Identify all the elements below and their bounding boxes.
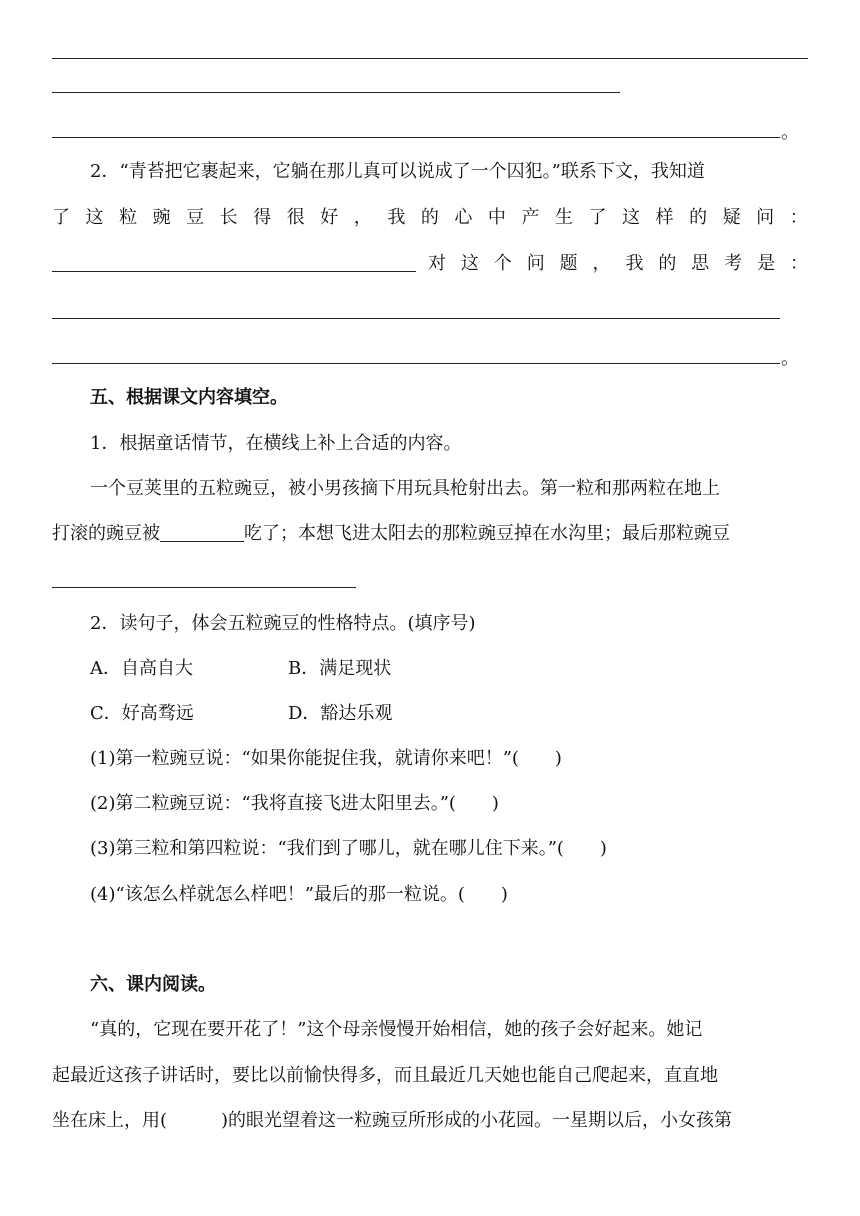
answer-line[interactable]: [52, 137, 780, 138]
sentence-item-4: (4)“该怎么样就怎么样吧！”最后的那一粒说。( ): [90, 884, 508, 905]
answer-blank[interactable]: [52, 587, 356, 588]
text-char: ：: [789, 253, 808, 274]
text-char: 个: [493, 253, 512, 274]
end-mark: 。: [781, 348, 799, 369]
text-char: 问: [756, 207, 775, 228]
text-char: 很: [286, 207, 305, 228]
text-char: 中: [487, 207, 506, 228]
text-char: 心: [454, 207, 473, 228]
text-char: ，: [592, 253, 611, 274]
text-char: 样: [655, 207, 674, 228]
text-char: 的: [420, 207, 439, 228]
text-char: 我: [625, 253, 644, 274]
option-a: A．自高自大: [90, 658, 193, 679]
question-2-label: 2．读句子，体会五粒豌豆的性格特点。(填序号): [90, 613, 476, 634]
question-2-line-2: [52, 206, 808, 230]
text-char: 题: [559, 253, 578, 274]
answer-line[interactable]: [52, 363, 780, 364]
paragraph-line: 一个豆荚里的五粒豌豆，被小男孩摘下用玩具枪射出去。第一粒和那两粒在地上: [90, 478, 720, 499]
text-char: 得: [253, 207, 272, 228]
reading-line: 坐在床上，用( )的眼光望着这一粒豌豆所形成的小花园。一星期以后，小女孩第: [52, 1110, 733, 1131]
text-char: ：: [789, 207, 808, 228]
end-mark: 。: [781, 122, 799, 143]
option-d: D．豁达乐观: [288, 703, 393, 724]
section-heading: 六、课内阅读。: [90, 974, 216, 995]
text-char: 问: [526, 253, 545, 274]
text-char: 豌: [152, 207, 171, 228]
text-char: 疑: [722, 207, 741, 228]
text-char: 的: [689, 207, 708, 228]
text-char: 思: [691, 253, 710, 274]
text-char: 对: [428, 253, 446, 274]
text-char: 豆: [186, 207, 205, 228]
text-char: 生: [554, 207, 573, 228]
answer-line[interactable]: [52, 318, 780, 319]
sentence-item-2: (2)第二粒豌豆说：“我将直接飞进太阳里去。”( ): [90, 793, 499, 814]
text-char: 了: [588, 207, 607, 228]
reading-line: “真的，它现在要开花了！”这个母亲慢慢开始相信，她的孩子会好起来。她记: [90, 1019, 703, 1040]
text-char: 这: [460, 253, 479, 274]
answer-blank[interactable]: [52, 271, 416, 272]
fill-blank[interactable]: [160, 523, 244, 542]
text-char: 的: [658, 253, 677, 274]
text-char: 是: [757, 253, 776, 274]
text-char: 我: [387, 207, 406, 228]
answer-line[interactable]: [52, 92, 620, 93]
paragraph-line: [52, 522, 730, 546]
question-1-label: 1．根据童话情节，在横线上补上合适的内容。: [90, 433, 462, 454]
sentence-item-1: (1)第一粒豌豆说：“如果你能捉住我，就请你来吧！”( ): [90, 748, 562, 769]
paragraph-text: 打滚的豌豆被: [52, 523, 160, 544]
paragraph-text: 吃了；本想飞进太阳去的那粒豌豆掉在水沟里；最后那粒豌豆: [244, 523, 730, 544]
section-heading: 五、根据课文内容填空。: [90, 387, 288, 408]
question-2-line-1: 2．“青苔把它裹起来，它躺在那儿真可以说成了一个囚犯。”联系下文，我知道: [90, 161, 705, 182]
text-char: 产: [521, 207, 540, 228]
sentence-item-3: (3)第三粒和第四粒说：“我们到了哪儿，就在哪儿住下来。”( ): [90, 838, 607, 859]
text-char: 这: [622, 207, 641, 228]
text-char: 长: [219, 207, 238, 228]
question-2-line-3: [428, 252, 808, 276]
text-char: 这: [85, 207, 104, 228]
option-c: C．好高骛远: [90, 703, 194, 724]
text-char: ，: [353, 207, 372, 228]
reading-line: 起最近这孩子讲话时，要比以前愉快得多，而且最近几天她也能自己爬起来，直直地: [52, 1065, 718, 1086]
answer-line[interactable]: [52, 58, 808, 59]
text-char: 好: [320, 207, 339, 228]
text-char: 粒: [119, 207, 138, 228]
text-char: 考: [724, 253, 743, 274]
option-b: B．满足现状: [288, 658, 392, 679]
text-char: 了: [52, 207, 70, 228]
